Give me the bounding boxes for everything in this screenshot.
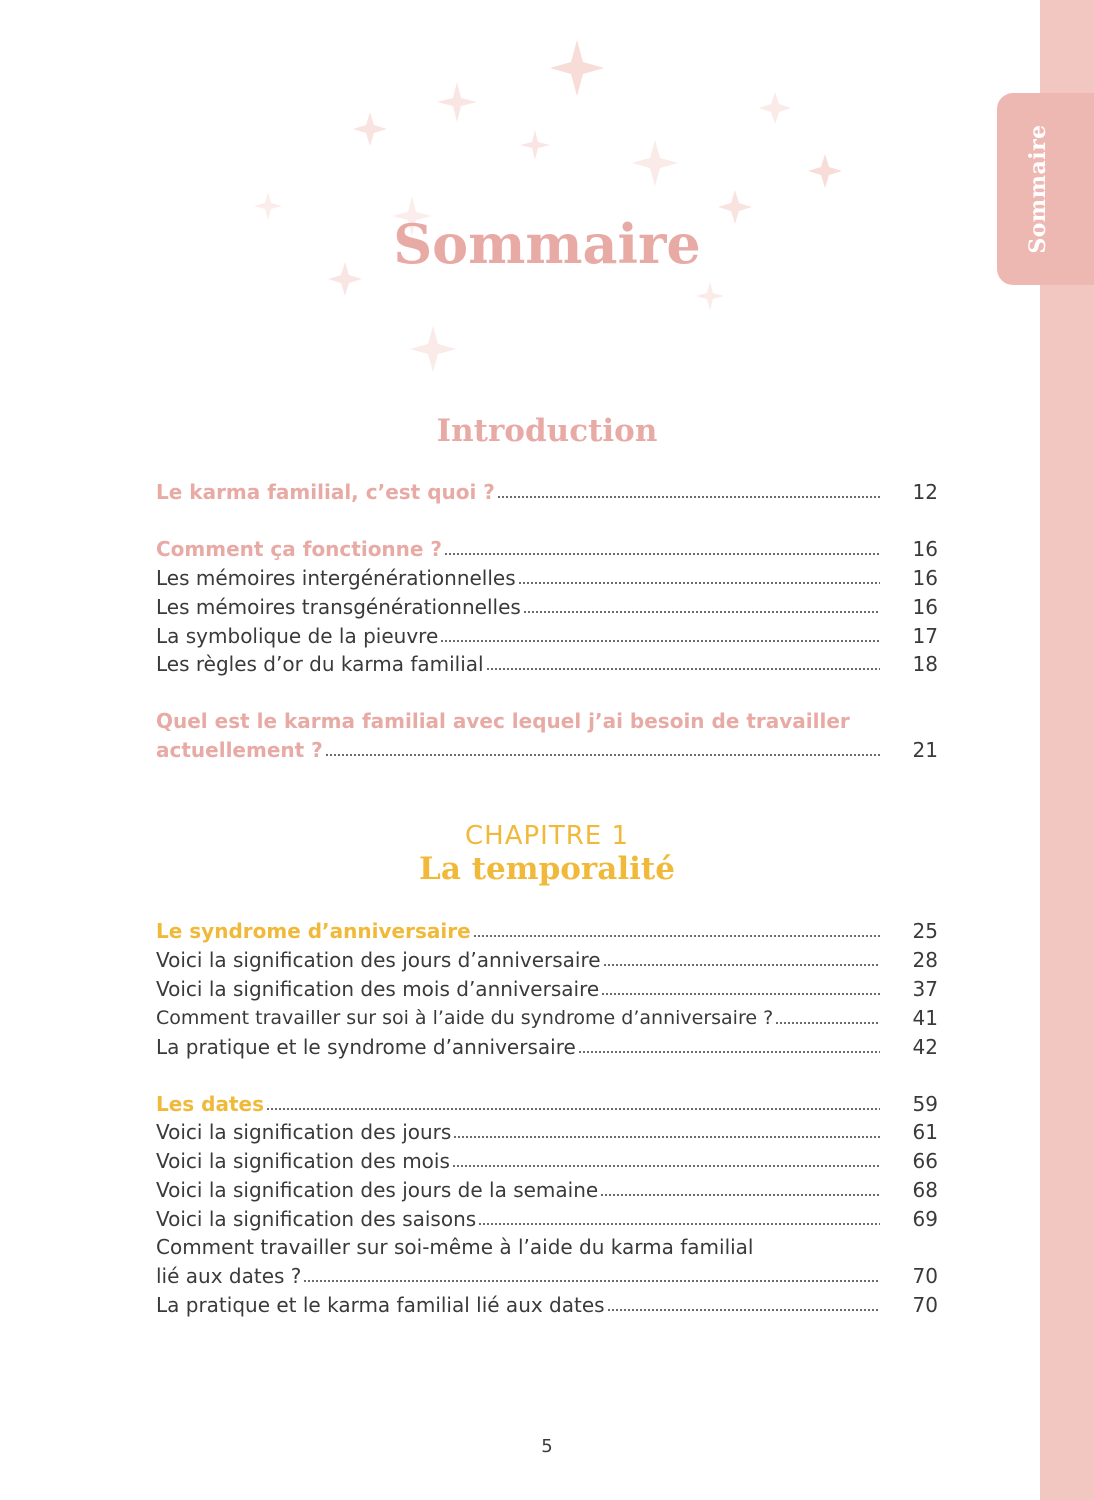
toc-entry[interactable]: Les mémoires transgénérationnelles 16: [156, 595, 938, 619]
dot-leader: [523, 607, 880, 616]
star-icon: [808, 154, 842, 188]
toc-entry[interactable]: La pratique et le syndrome d’anniversaire 42: [156, 1035, 938, 1059]
dot-leader: [440, 636, 880, 645]
toc-entry-line1[interactable]: Quel est le karma familial avec lequel j’ai besoin de travailler: [156, 709, 850, 733]
toc-entry[interactable]: Voici la signification des saisons 69: [156, 1207, 938, 1231]
toc-entry[interactable]: Le syndrome d’anniversaire 25: [156, 919, 938, 943]
star-icon: [353, 112, 387, 146]
toc-entry[interactable]: Voici la signification des jours 61: [156, 1120, 938, 1144]
dot-leader: [600, 1190, 880, 1199]
toc-entry[interactable]: La pratique et le karma familial lié aux dates 70: [156, 1293, 938, 1317]
dot-leader: [497, 492, 880, 501]
chapter-title: La temporalité: [419, 851, 675, 887]
toc-entry[interactable]: Les dates 59: [156, 1092, 938, 1116]
toc-entry[interactable]: Comment ça fonctionne ? 16: [156, 537, 938, 561]
dot-leader: [486, 664, 880, 673]
star-icon: [759, 92, 791, 124]
toc-entry[interactable]: La symbolique de la pieuvre 17: [156, 624, 938, 648]
toc-entry[interactable]: Voici la signification des mois 66: [156, 1149, 938, 1173]
star-icon: [410, 326, 456, 372]
dot-leader: [453, 1132, 880, 1141]
dot-leader: [444, 549, 880, 558]
dot-leader: [266, 1104, 880, 1113]
dot-leader: [518, 578, 880, 587]
introduction-heading: Introduction: [436, 413, 658, 449]
dot-leader: [775, 1018, 880, 1027]
page-title: Sommaire: [393, 212, 701, 276]
dot-leader: [452, 1161, 880, 1170]
star-icon: [550, 40, 604, 96]
toc-entry[interactable]: Comment travailler sur soi à l’aide du syndrome d’anniversaire ? 41: [156, 1006, 938, 1030]
chapter-kicker: CHAPITRE 1: [464, 821, 630, 851]
toc-entry[interactable]: lié aux dates ? 70: [156, 1264, 938, 1288]
dot-leader: [473, 931, 880, 940]
dot-leader: [478, 1219, 880, 1228]
sommaire-tab-label: Sommaire: [1025, 124, 1051, 254]
toc-entry[interactable]: Le karma familial, c’est quoi ? 12: [156, 480, 938, 504]
dot-leader: [325, 750, 880, 759]
dot-leader: [607, 1305, 880, 1314]
toc-entry[interactable]: actuellement ? 21: [156, 738, 938, 762]
star-icon: [520, 130, 550, 160]
page-number: 5: [541, 1436, 553, 1457]
dot-leader: [578, 1047, 880, 1056]
toc-entry-line1[interactable]: Comment travailler sur soi-même à l’aide du karma familial: [156, 1235, 754, 1259]
toc-entry[interactable]: Les mémoires intergénérationnelles 16: [156, 566, 938, 590]
star-icon: [437, 82, 477, 122]
dot-leader: [303, 1276, 880, 1285]
dot-leader: [603, 960, 880, 969]
toc-entry[interactable]: Les règles d’or du karma familial 18: [156, 652, 938, 676]
toc-entry[interactable]: Voici la signification des jours d’anniversaire 28: [156, 948, 938, 972]
dot-leader: [601, 989, 880, 998]
decorative-stars: [0, 0, 1040, 400]
toc-entry[interactable]: Voici la signification des mois d’anniversaire 37: [156, 977, 938, 1001]
toc-entry[interactable]: Voici la signification des jours de la semaine 68: [156, 1178, 938, 1202]
star-icon: [696, 282, 724, 310]
star-icon: [632, 140, 678, 186]
